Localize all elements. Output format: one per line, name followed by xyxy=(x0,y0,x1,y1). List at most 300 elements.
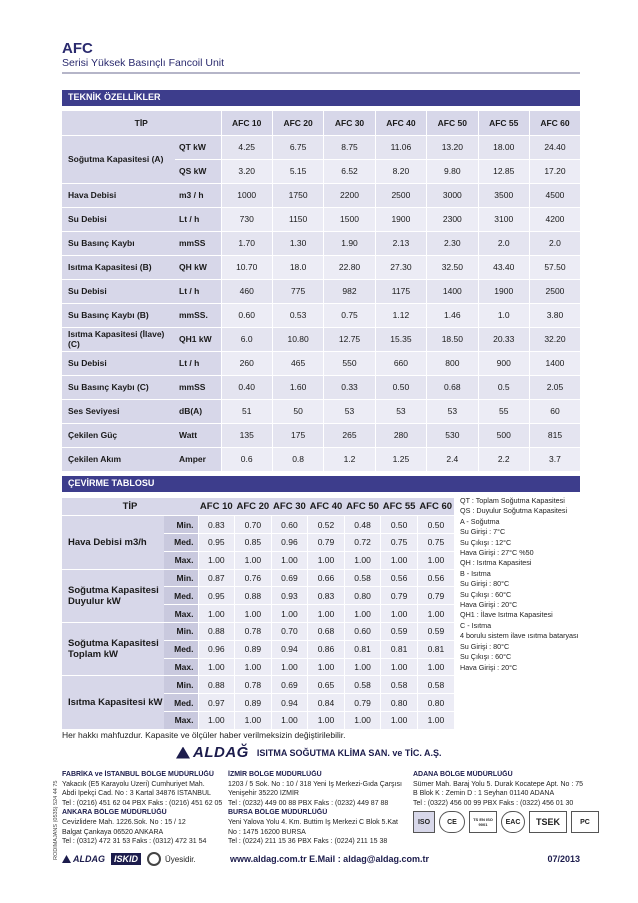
note-line: QT : Toplam Soğutma Kapasitesi xyxy=(460,496,565,505)
specs-cell: 1750 xyxy=(272,183,323,207)
specs-cell: 3.7 xyxy=(529,447,580,471)
specs-cell: 1150 xyxy=(272,207,323,231)
conv-col-afc20: AFC 20 xyxy=(235,498,272,516)
specs-row-label: Soğutma Kapasitesi (A) xyxy=(62,135,175,183)
conversion-cell: 0.86 xyxy=(308,640,345,658)
specs-cell: 53 xyxy=(427,399,478,423)
specs-cell: 0.6 xyxy=(221,447,272,471)
office-heading: FABRİKA ve İSTANBUL BÖLGE MÜDÜRLÜĞÜ xyxy=(62,771,214,778)
conversion-cell: 1.00 xyxy=(198,551,235,569)
conversion-cell: 0.83 xyxy=(198,516,235,534)
note-line: Su Girişi : 80°C xyxy=(460,641,510,651)
office-line: Tel : (0224) 211 15 36 PBX Faks : (0224) 211 15 38 xyxy=(228,838,388,846)
specs-cell: 6.52 xyxy=(324,159,375,183)
conversion-cell: 0.81 xyxy=(381,640,418,658)
specs-cell: 1900 xyxy=(375,207,426,231)
conversion-cell: 0.48 xyxy=(344,516,381,534)
specs-cell: 57.50 xyxy=(529,255,580,279)
specs-cell: 465 xyxy=(272,351,323,375)
specs-cell: 1400 xyxy=(529,351,580,375)
conditions-notes xyxy=(460,496,580,673)
conversion-cell: 0.81 xyxy=(344,640,381,658)
conversion-cell: 0.50 xyxy=(417,516,454,534)
specs-cell: 1.90 xyxy=(324,231,375,255)
conversion-cell: 0.88 xyxy=(198,623,235,641)
conversion-cell: 1.00 xyxy=(381,605,418,623)
conversion-cell: 0.56 xyxy=(417,569,454,587)
conversion-level: Med. xyxy=(164,694,198,712)
brand-row xyxy=(176,744,442,761)
specs-cell: 175 xyxy=(272,423,323,447)
conversion-cell: 1.00 xyxy=(381,658,418,676)
specs-row xyxy=(62,303,580,327)
ce-cert-icon: CE xyxy=(439,811,465,833)
specs-cell: 3.20 xyxy=(221,159,272,183)
office-line: 1203 / 5 Sok. No : 10 / 318 Yeni İş Merkezi-Gıda Çarşısı xyxy=(228,780,402,788)
specs-cell: 0.60 xyxy=(221,303,272,327)
footer-aldag-logo-icon xyxy=(62,855,71,863)
conversion-cell: 1.00 xyxy=(417,712,454,730)
conversion-cell: 0.75 xyxy=(381,534,418,552)
note-line: QH1 : İlave Isıtma Kapasitesi xyxy=(460,610,553,620)
conversion-cell: 1.00 xyxy=(235,551,272,569)
specs-cell: 2.0 xyxy=(529,231,580,255)
specs-col-afc20: AFC 20 xyxy=(272,111,323,135)
conversion-section-header: ÇEVİRME TABLOSU xyxy=(62,476,580,492)
specs-row-unit: mmSS xyxy=(175,231,221,255)
specs-cell: 15.35 xyxy=(375,327,426,351)
conversion-cell: 0.69 xyxy=(271,569,308,587)
specs-cell: 3500 xyxy=(478,183,529,207)
conversion-cell: 0.78 xyxy=(235,623,272,641)
conversion-cell: 0.66 xyxy=(308,569,345,587)
office-line: Yenişehir 35220 İZMİR xyxy=(228,790,299,798)
conversion-cell: 1.00 xyxy=(271,712,308,730)
office-line: Sümer Mah. Baraj Yolu 5. Durak Kocatepe Apt. No : 75 xyxy=(413,780,584,788)
note-line: QH : Isıtma Kapasitesi xyxy=(460,558,532,568)
specs-row xyxy=(62,207,580,231)
specs-row-unit: Amper xyxy=(175,447,221,471)
conversion-row xyxy=(62,516,454,534)
specs-cell: 60 xyxy=(529,399,580,423)
specs-row xyxy=(62,375,580,399)
specs-row xyxy=(62,327,580,351)
conversion-row xyxy=(62,569,454,587)
iso-cert-icon: ISO xyxy=(413,811,435,833)
specs-row-label: Çekilen Güç xyxy=(62,423,175,447)
specs-cell: 20.33 xyxy=(478,327,529,351)
specs-cell: 0.33 xyxy=(324,375,375,399)
conversion-cell: 0.89 xyxy=(235,640,272,658)
conversion-level: Med. xyxy=(164,640,198,658)
office-line: Tel : (0216) 451 62 04 PBX Faks : (0216) 451 62 05 xyxy=(62,799,223,807)
conversion-cell: 0.52 xyxy=(308,516,345,534)
note-line: Su Girişi : 7°C xyxy=(460,527,506,537)
gear-icon xyxy=(147,852,161,866)
note-line: B - Isıtma xyxy=(460,568,491,578)
footer-member-text: Üyesidir. xyxy=(165,854,196,864)
office-heading: BURSA BÖLGE MÜDÜRLÜĞÜ xyxy=(228,809,328,817)
eac-cert-icon: EAC xyxy=(501,811,525,833)
specs-cell: 53 xyxy=(324,399,375,423)
conversion-cell: 1.00 xyxy=(308,605,345,623)
conversion-row xyxy=(62,623,454,641)
specs-col-afc30: AFC 30 xyxy=(324,111,375,135)
conversion-cell: 0.96 xyxy=(271,534,308,552)
conversion-cell: 0.69 xyxy=(271,676,308,694)
specs-cell: 280 xyxy=(375,423,426,447)
specs-cell: 4.25 xyxy=(221,135,272,159)
specs-cell: 3100 xyxy=(478,207,529,231)
specs-cell: 2500 xyxy=(529,279,580,303)
specs-cell: 265 xyxy=(324,423,375,447)
specs-cell: 0.8 xyxy=(272,447,323,471)
conversion-cell: 0.96 xyxy=(198,640,235,658)
specs-cell: 50 xyxy=(272,399,323,423)
specs-cell: 1.46 xyxy=(427,303,478,327)
conversion-level: Med. xyxy=(164,587,198,605)
specs-cell: 0.40 xyxy=(221,375,272,399)
specs-cell: 1000 xyxy=(221,183,272,207)
note-line: QS : Duyulur Soğutma Kapasitesi xyxy=(460,506,568,516)
office-line: Abdi İpekçi Cad. No : 3 Kartal 34876 İSTANBUL xyxy=(62,790,211,798)
office-line: Balgat Çankaya 06520 ANKARA xyxy=(62,828,164,836)
specs-cell: 550 xyxy=(324,351,375,375)
conversion-level: Max. xyxy=(164,658,198,676)
note-line: Hava Girişi : 27°C %50 xyxy=(460,548,534,558)
office-line: B Blok K : Zemin D : 1 Seyhan 01140 ADANA xyxy=(413,790,555,798)
specs-cell: 55 xyxy=(478,399,529,423)
specs-row-unit: QH kW xyxy=(175,255,221,279)
conversion-cell: 0.95 xyxy=(198,587,235,605)
conversion-cell: 0.88 xyxy=(235,587,272,605)
specs-cell: 1.0 xyxy=(478,303,529,327)
specs-cell: 1175 xyxy=(375,279,426,303)
certification-logos xyxy=(413,811,599,833)
specs-row xyxy=(62,423,580,447)
specs-row-label: Su Debisi xyxy=(62,207,175,231)
conversion-cell: 1.00 xyxy=(198,712,235,730)
conversion-cell: 0.79 xyxy=(344,694,381,712)
specs-cell: 2300 xyxy=(427,207,478,231)
conversion-cell: 0.85 xyxy=(235,534,272,552)
specs-row xyxy=(62,351,580,375)
conversion-cell: 0.70 xyxy=(271,623,308,641)
specs-cell: 13.20 xyxy=(427,135,478,159)
conversion-cell: 1.00 xyxy=(417,605,454,623)
specs-cell: 18.50 xyxy=(427,327,478,351)
specs-cell: 6.0 xyxy=(221,327,272,351)
specs-cell: 1900 xyxy=(478,279,529,303)
conversion-cell: 0.72 xyxy=(344,534,381,552)
conversion-cell: 0.68 xyxy=(308,623,345,641)
specs-cell: 2200 xyxy=(324,183,375,207)
conversion-cell: 0.97 xyxy=(198,694,235,712)
specs-cell: 1400 xyxy=(427,279,478,303)
conversion-cell: 0.93 xyxy=(271,587,308,605)
specs-row-unit: Lt / h xyxy=(175,351,221,375)
specs-row-unit: mmSS xyxy=(175,375,221,399)
conversion-cell: 1.00 xyxy=(417,551,454,569)
office-line: Cevizlidere Mah. 1226.Sok. No : 15 / 12 xyxy=(62,818,186,826)
specs-row-unit: QH1 kW xyxy=(175,327,221,351)
footer-date: 07/2013 xyxy=(547,854,580,864)
conversion-cell: 0.58 xyxy=(344,676,381,694)
conversion-level: Max. xyxy=(164,712,198,730)
conversion-cell: 0.87 xyxy=(198,569,235,587)
specs-cell: 260 xyxy=(221,351,272,375)
conversion-cell: 1.00 xyxy=(235,658,272,676)
conversion-cell: 1.00 xyxy=(198,605,235,623)
page-subtitle: Serisi Yüksek Basınçlı Fancoil Unit xyxy=(62,57,225,69)
footer-iskid-logo: ISKID xyxy=(111,853,141,865)
conversion-group-label: Soğutma Kapasitesi Toplam kW xyxy=(62,623,164,676)
aldag-logo-icon xyxy=(176,747,190,759)
conversion-table xyxy=(62,498,454,730)
office-heading: İZMİR BÖLGE MÜDÜRLÜĞÜ xyxy=(228,771,322,778)
specs-cell: 982 xyxy=(324,279,375,303)
specs-row-label: Ses Seviyesi xyxy=(62,399,175,423)
specs-cell: 0.75 xyxy=(324,303,375,327)
conv-col-afc40: AFC 40 xyxy=(308,498,345,516)
specs-cell: 800 xyxy=(427,351,478,375)
footer-aldag-logo xyxy=(62,854,105,864)
conversion-cell: 1.00 xyxy=(344,551,381,569)
specs-col-afc60: AFC 60 xyxy=(529,111,580,135)
specs-cell: 18.0 xyxy=(272,255,323,279)
specs-col-afc40: AFC 40 xyxy=(375,111,426,135)
footer-aldag-logo-text: ALDAG xyxy=(73,854,105,864)
conversion-cell: 1.00 xyxy=(344,658,381,676)
conversion-cell: 1.00 xyxy=(381,712,418,730)
office-block-istanbul-ankara xyxy=(62,770,230,847)
conversion-cell: 0.75 xyxy=(417,534,454,552)
conversion-row xyxy=(62,676,454,694)
specs-row-label: Hava Debisi xyxy=(62,183,175,207)
specs-row xyxy=(62,447,580,471)
conversion-cell: 0.50 xyxy=(381,516,418,534)
specs-row-unit: dB(A) xyxy=(175,399,221,423)
specs-cell: 18.00 xyxy=(478,135,529,159)
specs-row xyxy=(62,399,580,423)
disclaimer: Her hakkı mahfuzdur. Kapasite ve ölçüler haber verilmeksizin değiştirilebilir. xyxy=(62,730,346,740)
specs-row xyxy=(62,231,580,255)
conversion-cell: 0.59 xyxy=(417,623,454,641)
office-line: Yakacık (E5 Karayolu Üzeri) Cumhuriyet Mah. xyxy=(62,780,205,788)
specs-cell: 2.4 xyxy=(427,447,478,471)
conversion-cell: 1.00 xyxy=(308,658,345,676)
specs-row-unit: m3 / h xyxy=(175,183,221,207)
footer xyxy=(62,851,580,867)
note-line: A - Soğutma xyxy=(460,516,500,526)
office-line: Tel : (0232) 449 00 88 PBX Faks : (0232) 449 87 88 xyxy=(228,799,389,807)
specs-cell: 4500 xyxy=(529,183,580,207)
conversion-header-row xyxy=(62,498,454,516)
conv-col-type: TİP xyxy=(62,498,198,516)
specs-row-label: Su Basınç Kaybı xyxy=(62,231,175,255)
specs-cell: 2.05 xyxy=(529,375,580,399)
footer-contact-link[interactable]: www.aldag.com.tr E.Mail : aldag@aldag.com.tr xyxy=(230,854,429,864)
conversion-cell: 0.79 xyxy=(308,534,345,552)
conversion-group-label: Hava Debisi m3/h xyxy=(62,516,164,569)
specs-row-unit: QS kW xyxy=(175,159,221,183)
office-line: Tel : (0312) 472 31 53 Faks : (0312) 472 31 54 xyxy=(62,838,207,846)
note-line: C - Isıtma xyxy=(460,620,492,630)
specs-row-label: Çekilen Akım xyxy=(62,447,175,471)
specs-cell: 0.5 xyxy=(478,375,529,399)
conversion-cell: 0.70 xyxy=(235,516,272,534)
office-line: Tel : (0322) 456 00 99 PBX Faks : (0322) 456 01 30 xyxy=(413,799,574,807)
specs-row-unit: Watt xyxy=(175,423,221,447)
conv-col-afc50: AFC 50 xyxy=(344,498,381,516)
specs-cell: 10.70 xyxy=(221,255,272,279)
specs-cell: 1.25 xyxy=(375,447,426,471)
ts-en-iso-cert-icon: TS EN ISO 9001 xyxy=(469,811,497,833)
specs-cell: 775 xyxy=(272,279,323,303)
conversion-cell: 0.80 xyxy=(344,587,381,605)
conversion-cell: 1.00 xyxy=(271,658,308,676)
specs-cell: 3.80 xyxy=(529,303,580,327)
specs-cell: 460 xyxy=(221,279,272,303)
specs-cell: 17.20 xyxy=(529,159,580,183)
side-print-code: RODIMAJANS (0535) 524 44 75 xyxy=(53,780,59,860)
specs-header-row xyxy=(62,111,580,135)
note-line: Hava Girişi : 20°C xyxy=(460,600,518,610)
specs-cell: 53 xyxy=(375,399,426,423)
specs-cell: 9.80 xyxy=(427,159,478,183)
specs-cell: 3000 xyxy=(427,183,478,207)
specs-cell: 43.40 xyxy=(478,255,529,279)
conv-col-afc55: AFC 55 xyxy=(381,498,418,516)
conversion-cell: 0.89 xyxy=(235,694,272,712)
conversion-cell: 1.00 xyxy=(344,605,381,623)
office-heading: ADANA BÖLGE MÜDÜRLÜĞÜ xyxy=(413,771,513,778)
specs-col-afc50: AFC 50 xyxy=(427,111,478,135)
note-line: 4 borulu sistem ilave ısıtma bataryası xyxy=(460,631,579,641)
conversion-group-label: Soğutma Kapasitesi Duyulur kW xyxy=(62,569,164,622)
conversion-level: Med. xyxy=(164,534,198,552)
conversion-cell: 1.00 xyxy=(235,605,272,623)
specs-cell: 0.53 xyxy=(272,303,323,327)
office-block-izmir-bursa xyxy=(228,770,412,847)
specs-cell: 1.12 xyxy=(375,303,426,327)
aldag-logo-text: ALDAĞ xyxy=(193,744,249,761)
conversion-cell: 0.79 xyxy=(417,587,454,605)
specs-cell: 4200 xyxy=(529,207,580,231)
conversion-cell: 0.58 xyxy=(381,676,418,694)
specs-cell: 730 xyxy=(221,207,272,231)
specs-cell: 51 xyxy=(221,399,272,423)
specs-cell: 11.06 xyxy=(375,135,426,159)
conversion-cell: 0.94 xyxy=(271,694,308,712)
specs-row xyxy=(62,135,580,159)
specs-cell: 660 xyxy=(375,351,426,375)
specs-cell: 22.80 xyxy=(324,255,375,279)
specs-row-label: Su Debisi xyxy=(62,351,175,375)
specs-cell: 1.2 xyxy=(324,447,375,471)
conversion-level: Min. xyxy=(164,676,198,694)
specs-cell: 32.20 xyxy=(529,327,580,351)
specs-row-label: Su Debisi xyxy=(62,279,175,303)
specs-row xyxy=(62,255,580,279)
specs-cell: 24.40 xyxy=(529,135,580,159)
header-divider xyxy=(62,72,580,74)
specs-row-label: Su Basınç Kaybı (C) xyxy=(62,375,175,399)
specs-col-type: TİP xyxy=(62,111,221,135)
conversion-cell: 1.00 xyxy=(271,605,308,623)
specs-cell: 500 xyxy=(478,423,529,447)
office-block-adana xyxy=(413,770,585,808)
pc-cert-icon: PC xyxy=(571,811,599,833)
conversion-cell: 1.00 xyxy=(344,712,381,730)
conversion-cell: 0.78 xyxy=(235,676,272,694)
specs-col-afc55: AFC 55 xyxy=(478,111,529,135)
specs-row xyxy=(62,279,580,303)
conversion-cell: 0.65 xyxy=(308,676,345,694)
specs-row-unit: QT kW xyxy=(175,135,221,159)
conv-col-afc10: AFC 10 xyxy=(198,498,235,516)
conv-col-afc60: AFC 60 xyxy=(417,498,454,516)
conversion-cell: 0.56 xyxy=(381,569,418,587)
office-line: Yeni Yalova Yolu 4. Km. Buttim İş Merkezi C Blok 5.Kat xyxy=(228,818,398,826)
aldag-logo xyxy=(176,744,249,761)
conversion-cell: 0.59 xyxy=(381,623,418,641)
note-line: Su Girişi : 80°C xyxy=(460,579,510,589)
specs-row-label: Isıtma Kapasitesi (B) xyxy=(62,255,175,279)
specs-cell: 0.68 xyxy=(427,375,478,399)
conversion-cell: 0.80 xyxy=(381,694,418,712)
conversion-cell: 0.60 xyxy=(271,516,308,534)
conversion-cell: 0.88 xyxy=(198,676,235,694)
specs-col-afc10: AFC 10 xyxy=(221,111,272,135)
conversion-level: Min. xyxy=(164,516,198,534)
specs-row-label: Su Basınç Kaybı (B) xyxy=(62,303,175,327)
specs-cell: 1500 xyxy=(324,207,375,231)
specs-cell: 27.30 xyxy=(375,255,426,279)
conversion-cell: 0.94 xyxy=(271,640,308,658)
office-heading: ANKARA BÖLGE MÜDÜRLÜĞÜ xyxy=(62,809,167,817)
specs-cell: 6.75 xyxy=(272,135,323,159)
specs-cell: 900 xyxy=(478,351,529,375)
specs-cell: 2.30 xyxy=(427,231,478,255)
specs-cell: 8.75 xyxy=(324,135,375,159)
specs-cell: 1.30 xyxy=(272,231,323,255)
office-line: No : 1475 16200 BURSA xyxy=(228,828,306,836)
specs-table xyxy=(62,111,580,472)
tsek-cert-icon: TSEK xyxy=(529,811,567,833)
specs-row-unit: Lt / h xyxy=(175,207,221,231)
conversion-group-label: Isıtma Kapasitesi kW xyxy=(62,676,164,729)
specs-cell: 8.20 xyxy=(375,159,426,183)
conversion-cell: 0.58 xyxy=(417,676,454,694)
specs-cell: 2500 xyxy=(375,183,426,207)
conversion-cell: 0.80 xyxy=(417,694,454,712)
specs-cell: 815 xyxy=(529,423,580,447)
note-line: Su Çıkışı : 60°C xyxy=(460,652,512,662)
conv-col-afc30: AFC 30 xyxy=(271,498,308,516)
conversion-level: Max. xyxy=(164,551,198,569)
specs-section-header: TEKNİK ÖZELLİKLER xyxy=(62,90,580,106)
conversion-cell: 1.00 xyxy=(235,712,272,730)
note-line: Su Çıkışı : 60°C xyxy=(460,589,512,599)
conversion-cell: 1.00 xyxy=(271,551,308,569)
specs-row-label: Isıtma Kapasitesi (İlave) (C) xyxy=(62,327,175,351)
conversion-cell: 0.76 xyxy=(235,569,272,587)
conversion-cell: 1.00 xyxy=(381,551,418,569)
specs-cell: 2.2 xyxy=(478,447,529,471)
specs-cell: 0.50 xyxy=(375,375,426,399)
specs-row xyxy=(62,183,580,207)
